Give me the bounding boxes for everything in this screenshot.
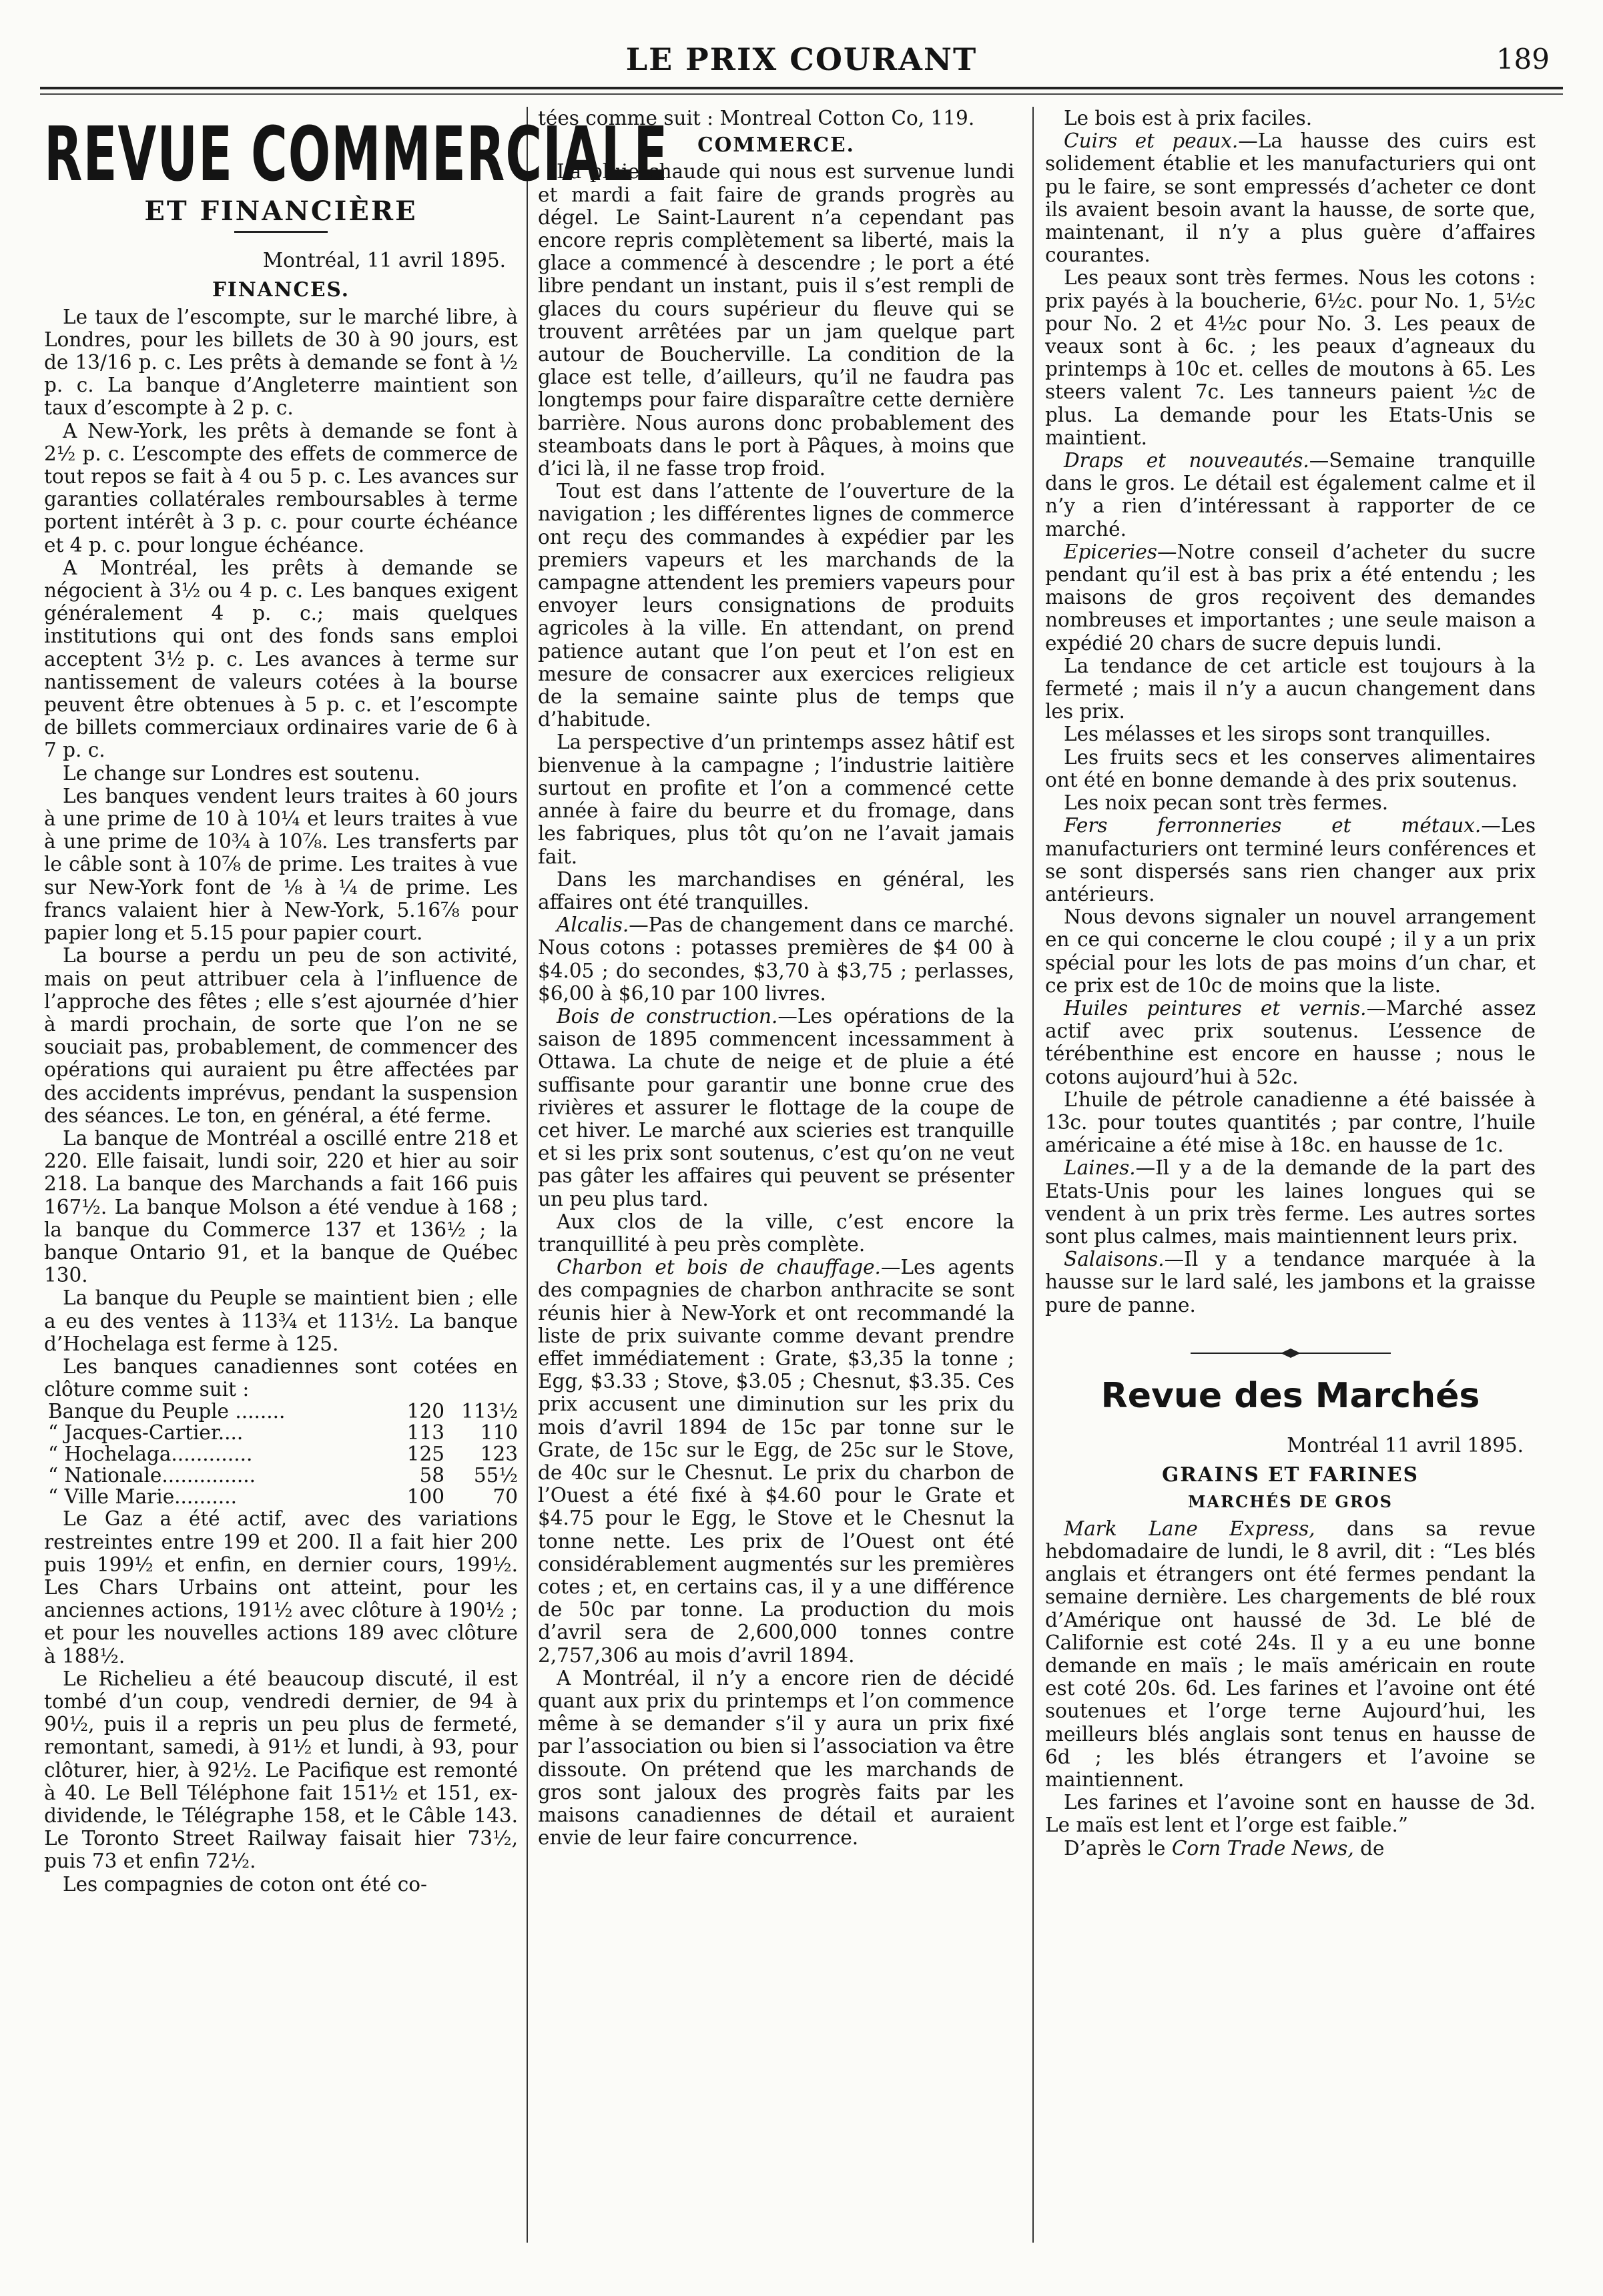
running-title: LE PRIX COURANT	[625, 41, 978, 77]
bank-price: 123	[480, 1443, 518, 1466]
paragraph-text: dans sa revue hebdomadaire de lundi, le 8 avril, dit : “Les blés anglais et étrangers ont été fermes pendant la semaine dernière. Les chargements de blé roux d’Amérique ont haussé de 3d. Le blé de Californie est coté 24s. Il y a eu une bonne demande en maïs ; le maïs américain en route est coté 20s. 6d. Les farines et l’avoine ont été soutenues et l’orge terne Aujourd’hui, les meilleurs blés anglais sont tenus en hausse de 6d ; les blés étrangers et l’avoine se maintiennent.	[1045, 1517, 1536, 1792]
paragraph	[1045, 997, 1536, 1088]
bank-price: 113½	[461, 1400, 518, 1423]
wholesale-heading: MARCHÉS DE GROS	[1187, 1491, 1393, 1511]
bank-name: “ Jacques-Cartier....	[48, 1421, 244, 1445]
paragraph: Tout est dans l’attente de l’ouverture de la navigation ; les différentes lignes de commerce ont reçu des commandes à expédier par les premiers vapeurs et les marchands de la campagne attendent les premiers vapeurs pour envoyer leurs consignations de produits agricoles à la ville. En attendant, on prend patience autant que l’on peut et l’on est en mesure de consacrer aux exercices religieux de la semaine sainte plus de temps que d’habitude.	[538, 480, 1014, 731]
paragraph: A Montréal, il n’y a encore rien de décidé quant aux prix du printemps et l’on commence même à se demander s’il y aura un prix fixé par l’association ou bien si l’association va être dissoute. On prétend que les marchands de gros sont jaloux des progrès faits par les maisons canadiennes de détail et auraient envie de leur faire concurrence.	[538, 1666, 1014, 1850]
finances-heading: FINANCES.	[212, 278, 350, 302]
paragraph-text: —Les agents des compagnies de charbon anthracite se sont réunis hier à New-York et ont recommandé la liste de prix suivante comme devant prendre effet immédiatement : Grate, $3,35 la tonne ; Egg, $3.33 ; Stove, $3.05 ; Chesnut, $3.35. Ces prix accusent une diminution sur les prix du mois d’avril 1894 de 15c par tonne sur le Grate, de 15c sur le Egg, de 25c sur le Stove, de 40c sur le Chesnut. Le prix du charbon de l’Ouest a été fixé à $4.60 pour le Grate et $4.75 pour le Egg, le Stove et le Chesnut la tonne nette. Les prix de l’Ouest ont été considérablement augmentés sur les premières cotes ; et, en certains cas, il y a une différence de 50c par tonne. La production du mois d’avril sera de 2,600,000 tonnes contre 2,757,306 au mois d’avril 1894.	[538, 1256, 1014, 1667]
paragraph: Les peaux sont très fermes. Nous les cotons : prix payés à la boucherie, 6½c. pour No. 1, 5½c pour No. 2 et 4½c pour No. 3. Les peaux de veaux sont à 6c. ; les peaux d’agneaux du printemps à 10c et. celles de moutons à 65. Les steers valent 7c. Les tanneurs paient ½c de plus. La demande pour les Etats-Unis se maintient.	[1045, 266, 1536, 449]
page-header	[0, 0, 1603, 87]
paragraph	[1045, 540, 1536, 655]
paragraph-text: —Les manufacturiers ont terminé leurs conférences et se sont dispersés sans rien changer aux prix antérieurs.	[1045, 814, 1536, 905]
paragraph: Les farines et l’avoine sont en hausse de 3d. Le maïs est lent et l’orge est faible.”	[1045, 1791, 1536, 1837]
paragraph: Les noix pecan sont très fermes.	[1064, 791, 1389, 815]
paragraph-text: —Notre conseil d’acheter du sucre pendant qu’il est à bas prix a été entendu ; les maisons de gros reçoivent des demandes nombreuses et importantes ; une seule maison a expédié 20 chars de sucre depuis lundi.	[1045, 540, 1536, 655]
category-label: Laines.	[1064, 1156, 1136, 1180]
paragraph: Les compagnies de coton ont été co-	[63, 1872, 427, 1896]
table-row	[44, 1486, 518, 1507]
paragraph: A Montréal, les prêts à demande se négocient à 3½ ou 4 p. c. Les banques exigent généralement 4 p. c.; mais quelques institutions qui ont des fonds sans emploi acceptent 3½ p. c. Les avances à terme sur nantissement de valeurs cotées à la bourse peuvent être obtenues à 5 p. c. et l’escompte de billets commerciaux ordinaires varie de 6 à 7 p. c.	[44, 556, 518, 762]
bank-price: 55½	[473, 1464, 518, 1487]
paragraph: Le Richelieu a été beaucoup discuté, il est tombé d’un coup, vendredi dernier, de 94 à 90½, puis il a repris un peu plus de fermeté, remontant, samedi, à 91½ et lundi, à 93, pour clôturer, hier, à 92½. Le Pacifique est remonté à 40. Le Bell Téléphone fait 151½ et 151, ex-dividende, le Télégraphe 158, et le Câble 143. Le Toronto Street Railway faisait hier 73½, puis 73 et enfin 72½.	[44, 1667, 518, 1873]
markets-title: Revue des Marchés	[1100, 1375, 1480, 1416]
paragraph	[1045, 1156, 1536, 1248]
paragraph: Les banques vendent leurs traites à 60 jours à une prime de 10 à 10¼ et leurs traites à vue à une prime de 10¾ à 10⅞. Les transferts par le câble sont à 10⅞ de prime. Les traites à vue sur New-York font de ⅛ à ¼ de prime. Les francs valaient hier à New-York, 5.16⅞ pour papier long et 5.15 pour papier court.	[44, 784, 518, 945]
header-rule-thin	[40, 93, 1563, 95]
category-label: Huiles peintures et vernis.	[1064, 996, 1367, 1020]
paragraph-text: —Il y a de la demande de la part des Etats-Unis pour les laines longues qui se vendent à un prix très ferme. Les autres sortes sont plus calmes, mais maintiennent leurs prix.	[1045, 1156, 1536, 1248]
paragraph: La banque du Peuple se maintient bien ; elle a eu des ventes à 113¾ et 113½. La banque d’Hochelaga est ferme à 125.	[44, 1286, 518, 1355]
paragraph-text: —Marché assez actif avec prix soutenus. L’essence de térébenthine est encore en hausse ; nous le cotons aujourd’hui à 52c.	[1045, 996, 1536, 1088]
paragraph: La bourse a perdu un peu de son activité, mais on peut attribuer cela à l’influence de l’approche des fêtes ; elle s’est ajournée d’hier à mardi prochain, de sorte que l’on ne se souciait pas, probablement, de commencer des opérations qui auraient pu être affectées par des accidents imprévus, pendant la suspension des séances. Le ton, en général, a été ferme.	[44, 944, 518, 1127]
section-title: REVUE COMMERCIALE	[44, 110, 669, 198]
column-separator	[1032, 107, 1034, 2243]
divider-ornament	[1045, 1343, 1536, 1366]
paragraph-text: —La hausse des cuirs est solidement établie et les manufacturiers qui ont pu le faire, se sont empressés d’acheter ce dont ils avaient besoin avant la hausse, de sorte que, maintenant, il n’y a plus guère d’affaires courantes.	[1045, 129, 1536, 267]
paragraph-text: —Semaine tranquille dans le gros. Le détail est également calme et il n’y a rien d’intéressant à rapporter de ce marché.	[1045, 449, 1536, 540]
paragraph	[1045, 129, 1536, 266]
table-row	[44, 1422, 518, 1443]
paragraph: Aux clos de la ville, c’est encore la tranquillité à peu près complète.	[538, 1210, 1014, 1256]
category-label: Charbon et bois de chauffage.	[557, 1256, 881, 1279]
paragraph	[1045, 1248, 1536, 1316]
bank-price: 58	[419, 1464, 444, 1487]
paragraph: tées comme suit : Montreal Cotton Co, 119.	[538, 107, 975, 129]
page-number: 189	[1496, 43, 1550, 75]
publication-name: Mark Lane Express,	[1064, 1517, 1315, 1540]
paragraph: La tendance de cet article est toujours à la fermeté ; mais il n’y a aucun changement dans les prix.	[1045, 654, 1536, 723]
category-label: Draps et nouveautés.	[1064, 449, 1309, 472]
paragraph: Nous devons signaler un nouvel arrangement en ce qui concerne le clou coupé ; il y a un prix spécial pour les lots de pas moins d’un char, et ce prix est de 10c de moins que la liste.	[1045, 905, 1536, 997]
paragraph	[1045, 1517, 1536, 1791]
paragraph: Le Gaz a été actif, avec des variations restreintes entre 199 et 200. Il a fait hier 200 puis 199½ et enfin, en dernier cours, 199½. Les Chars Urbains ont atteint, pour les anciennes actions, 191½ avec clôture à 190½ ; et pour les nouvelles actions 189 avec clôture à 188½.	[44, 1507, 518, 1667]
paragraph	[538, 1256, 1014, 1667]
bank-price: 125	[406, 1443, 444, 1466]
paragraph: Le taux de l’escompte, sur le marché libre, à Londres, pour les billets de 30 à 90 jours, est de 13/16 p. c. Les prêts à demande se font à ½ p. c. La banque d’Angleterre maintient son taux d’escompte à 2 p. c.	[44, 305, 518, 420]
paragraph	[1045, 1837, 1536, 1860]
paragraph: Dans les marchandises en général, les affaires ont été tranquilles.	[538, 867, 1014, 913]
paragraph: Les banques canadiennes sont cotées en clôture comme suit :	[44, 1355, 518, 1401]
bank-price: 113	[406, 1421, 444, 1445]
paragraph-text: de	[1353, 1836, 1385, 1860]
ornament-rule	[1191, 1348, 1391, 1359]
paragraph	[538, 913, 1014, 1005]
publication-name: Corn Trade News,	[1171, 1836, 1354, 1860]
paragraph: A New-York, les prêts à demande se font à 2½ p. c. L’escompte des effets de commerce de tout repos se fait à 4 ou 5 p. c. Les avances sur garanties collatérales remboursables à terme portent intérêt à 3 p. c. pour courte échéance et 4 p. c. pour longue échéance.	[44, 419, 518, 556]
paragraph: La banque de Montréal a oscillé entre 218 et 220. Elle faisait, lundi soir, 220 et hier au soir 218. La banque des Marchands a fait 166 puis 167½. La banque Molson a été vendue à 168 ; la banque du Commerce 137 et 136½ ; la banque Ontario 91, et la banque de Québec 130.	[44, 1126, 518, 1287]
bank-price: 110	[480, 1421, 518, 1445]
bank-name: Banque du Peuple ........	[48, 1400, 286, 1423]
bank-price: 100	[406, 1485, 444, 1509]
bank-quotes-table	[44, 1401, 518, 1507]
bank-name: “ Ville Marie..........	[48, 1485, 237, 1509]
section-subtitle: ET FINANCIÈRE	[144, 196, 418, 227]
column-2	[538, 107, 1014, 2243]
paragraph: Le bois est à prix faciles.	[1064, 107, 1313, 129]
bank-name: “ Hochelaga.............	[48, 1443, 253, 1466]
bank-price: 70	[493, 1485, 518, 1509]
category-label: Salaisons.	[1064, 1248, 1165, 1271]
category-label: Cuirs et peaux.	[1064, 129, 1239, 153]
paragraph: La perspective d’un printemps assez hâtif est bienvenue à la campagne ; l’industrie laitière surtout en profite et l’on a commencé cette année à faire du beurre et du fromage, dans les fabriques, plus tôt qu’on ne l’avait jamais fait.	[538, 731, 1014, 868]
bank-price: 120	[406, 1400, 444, 1423]
category-label: Bois de construction.	[557, 1004, 778, 1028]
table-row	[44, 1465, 518, 1486]
table-row	[44, 1443, 518, 1465]
commerce-heading: COMMERCE.	[697, 133, 855, 157]
paragraph: Le change sur Londres est soutenu.	[63, 761, 420, 785]
dateline: Montréal 11 avril 1895.	[1287, 1434, 1524, 1457]
paragraph-text: —Il y a tendance marquée à la hausse sur le lard salé, les jambons et la graisse pure de panne.	[1045, 1248, 1536, 1316]
category-label: Epiceries	[1064, 540, 1157, 563]
grains-heading: GRAINS ET FARINES	[1162, 1463, 1419, 1487]
category-label: Fers ferronneries et métaux.	[1064, 814, 1482, 837]
column-3	[1045, 107, 1536, 2243]
paragraph-text: —Pas de changement dans ce marché. Nous cotons : potasses premières de $4 00 à $4.05 ; do secondes, $3,70 à $3,75 ; perlasses, $6,00 à $6,10 par 100 livres.	[538, 913, 1014, 1005]
paragraph: Les mélasses et les sirops sont tranquilles.	[1064, 723, 1492, 746]
paragraph-text: D’après le	[1064, 1836, 1172, 1860]
paragraph: L’huile de pétrole canadienne a été baissée à 13c. pour toutes quantités ; par contre, l’huile américaine a été mise à 18c. en hausse de 1c.	[1045, 1088, 1536, 1157]
table-row	[44, 1401, 518, 1422]
paragraph	[538, 1005, 1014, 1210]
paragraph: La pluie chaude qui nous est survenue lundi et mardi a fait faire de grands progrès au dégel. Le Saint-Laurent n’a cependant pas encore repris complètement sa liberté, mais la glace a commencé à descendre ; le port a été libre pendant un instant, puis il s’est rempli de glaces du cours supérieur du fleuve qui se trouvent arrêtées par un jam quelque part autour de Boucherville. La condition de la glace est telle, d’ailleurs, qu’il ne faudra pas longtemps pour faire disparaître cette dernière barrière. Nous aurons donc probablement des steamboats dans le port à Pâques, à moins que d’ici là, il ne fasse trop froid.	[538, 160, 1014, 480]
title-rule	[234, 231, 328, 233]
category-label: Alcalis.	[557, 913, 629, 937]
paragraph	[1045, 449, 1536, 540]
header-rule	[40, 87, 1563, 89]
column-separator	[527, 107, 528, 2243]
bank-name: “ Nationale...............	[48, 1464, 256, 1487]
paragraph-text: —Les opérations de la saison de 1895 commencent incessamment à Ottawa. La chute de neige et de pluie a été suffisante pour garantir une bonne crue des rivières et assurer le flottage de la coupe de cet hiver. Le marché aux scieries est tranquille et si les prix sont soutenus, c’est qu’on ne veut pas gâter les affaires qui peuvent se présenter un peu plus tard.	[538, 1004, 1014, 1210]
paragraph: Les fruits secs et les conserves alimentaires ont été en bonne demande à des prix soutenus.	[1045, 745, 1536, 791]
paragraph	[1045, 814, 1536, 905]
dateline: Montréal, 11 avril 1895.	[262, 249, 506, 272]
